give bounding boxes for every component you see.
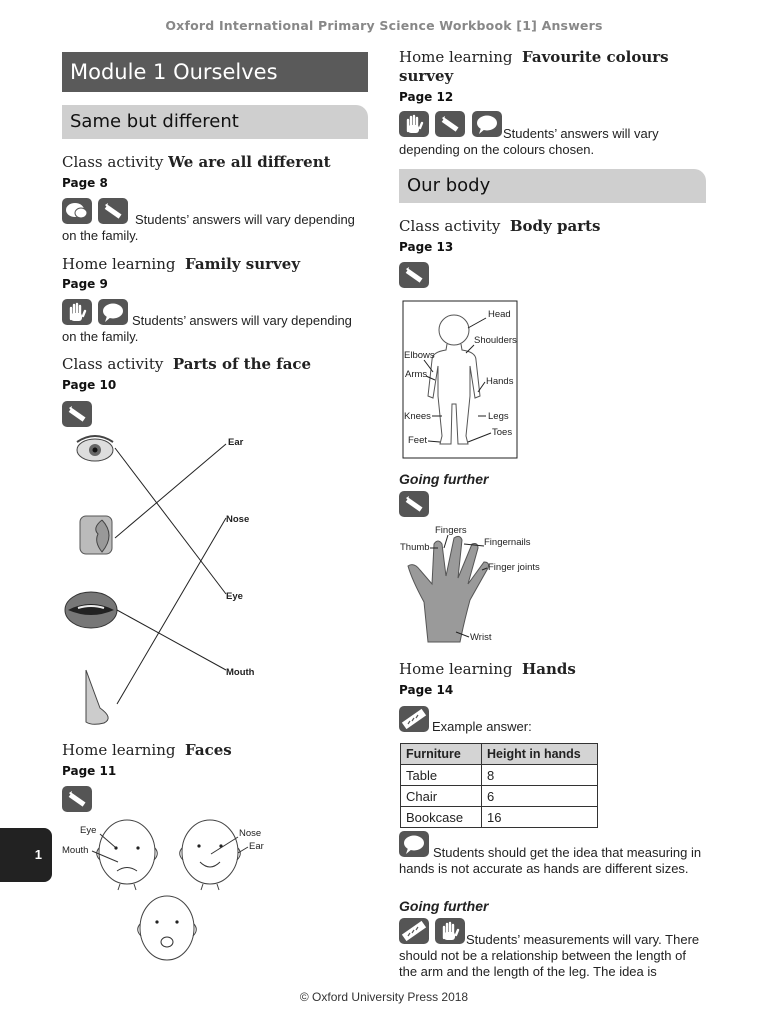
- icon-row: [399, 491, 429, 522]
- module-title: Module 1 Ourselves: [62, 52, 368, 92]
- label-nose: Nose: [226, 514, 250, 525]
- table-header-row: [401, 744, 598, 765]
- hands-table: [400, 743, 598, 828]
- hand-diagram: [398, 522, 558, 646]
- ear-picture: [80, 516, 112, 554]
- table-cell: 8: [482, 765, 598, 786]
- label-fingernails: Fingernails: [484, 537, 531, 548]
- face-surprised: [138, 896, 197, 960]
- page-tab: 1: [0, 828, 52, 882]
- activity-title: Faces: [185, 741, 232, 759]
- label-eye: Eye: [80, 825, 97, 836]
- copyright-footer: © Oxford University Press 2018: [299, 990, 469, 1004]
- activity-title: Parts of the face: [172, 355, 312, 373]
- ruler-icon: [399, 706, 429, 732]
- activity-heading: [62, 355, 311, 373]
- table-row: [401, 765, 598, 786]
- label-mouth: Mouth: [62, 845, 89, 856]
- label-ear: Ear: [249, 841, 264, 852]
- table-cell: 16: [482, 807, 598, 828]
- pencil-icon: [399, 491, 429, 517]
- table-row: [401, 807, 598, 828]
- body-parts-diagram: [402, 300, 518, 460]
- activity-heading: [62, 153, 331, 171]
- going-further-heading: Going further: [399, 471, 489, 487]
- label-mouth: Mouth: [226, 667, 255, 678]
- answer-text: Students should get the idea that measuring in hands is not accurate as hands are different sizes.: [399, 845, 702, 876]
- activity-title: survey: [399, 67, 454, 85]
- activity-heading: [62, 255, 300, 273]
- activity-heading: [399, 48, 669, 66]
- table-cell: Chair: [401, 786, 482, 807]
- label-shoulders: Shoulders: [474, 335, 517, 346]
- activity-type: Home learning: [62, 255, 176, 273]
- face-happy: [180, 820, 241, 890]
- activity-title: Family survey: [185, 255, 301, 273]
- table-cell: 6: [482, 786, 598, 807]
- page-ref: Page 14: [399, 683, 454, 697]
- label-arms: Arms: [405, 369, 428, 380]
- label-toes: Toes: [492, 427, 513, 438]
- activity-heading: [62, 741, 232, 759]
- label-elbows: Elbows: [404, 350, 435, 361]
- table-row: [401, 786, 598, 807]
- page-ref: Page 12: [399, 90, 454, 104]
- column-header: Furniture: [401, 744, 482, 765]
- face-sad: [97, 820, 158, 890]
- label-hands: Hands: [486, 376, 514, 387]
- label-feet: Feet: [408, 435, 428, 446]
- label-head: Head: [488, 309, 511, 320]
- activity-title: We are all different: [168, 153, 331, 171]
- pencil-icon: [399, 262, 429, 288]
- label-fingers: Fingers: [435, 525, 467, 536]
- face-matching-diagram: [60, 430, 360, 730]
- activity-title: Hands: [522, 660, 576, 678]
- answer-text: Students’ answers will vary depending on the colours chosen.: [399, 126, 659, 157]
- pencil-icon: [62, 401, 92, 427]
- activity-title: Favourite colours: [522, 48, 669, 66]
- activity-heading: [399, 660, 576, 678]
- pencil-icon: [62, 786, 92, 812]
- faces-diagram: [60, 818, 300, 966]
- answer-text: Students’ answers will vary depending on the family.: [62, 212, 355, 243]
- section-our-body: Our body: [399, 169, 706, 203]
- page-ref: Page 13: [399, 240, 454, 254]
- eye-picture: [77, 436, 113, 461]
- activity-heading: [399, 217, 600, 235]
- page-ref: Page 10: [62, 378, 117, 392]
- activity-title: Body parts: [509, 217, 601, 235]
- page-ref: Page 8: [62, 176, 108, 190]
- page-ref: Page 9: [62, 277, 108, 291]
- label-ear: Ear: [228, 437, 244, 448]
- table-cell: Bookcase: [401, 807, 482, 828]
- label-thumb: Thumb: [400, 542, 430, 553]
- going-further-heading: Going further: [399, 898, 489, 914]
- activity-type: Class activity: [62, 355, 164, 373]
- label-legs: Legs: [488, 411, 509, 422]
- activity-type: Home learning: [399, 660, 513, 678]
- activity-type: Class activity: [62, 153, 164, 171]
- mouth-picture: [65, 592, 117, 628]
- label-knees: Knees: [404, 411, 431, 422]
- icon-row: [62, 401, 92, 432]
- label-eye: Eye: [226, 591, 243, 602]
- section-same-but-different: Same but different: [62, 105, 368, 139]
- column-header: Height in hands: [482, 744, 598, 765]
- icon-row: [399, 262, 429, 293]
- label-nose: Nose: [239, 828, 262, 839]
- activity-type: Home learning: [62, 741, 176, 759]
- label-finger-joints: Finger joints: [488, 562, 540, 573]
- page-ref: Page 11: [62, 764, 117, 778]
- icon-row: [62, 786, 92, 817]
- table-cell: Table: [401, 765, 482, 786]
- activity-type: Home learning: [399, 48, 513, 66]
- nose-picture: [86, 670, 108, 724]
- activity-type: Class activity: [399, 217, 501, 235]
- answer-text: Students’ measurements will vary. There should not be a relationship between the length of the arm and the length of the leg. The idea is: [399, 932, 700, 979]
- activity-heading-cont: [399, 67, 453, 85]
- answer-text: Students’ answers will vary depending on the family.: [62, 313, 352, 344]
- running-header: Oxford International Primary Science Workbook [1] Answers: [165, 18, 603, 33]
- label-wrist: Wrist: [470, 632, 492, 643]
- example-label: Example answer:: [432, 719, 532, 734]
- icon-row: [399, 706, 429, 737]
